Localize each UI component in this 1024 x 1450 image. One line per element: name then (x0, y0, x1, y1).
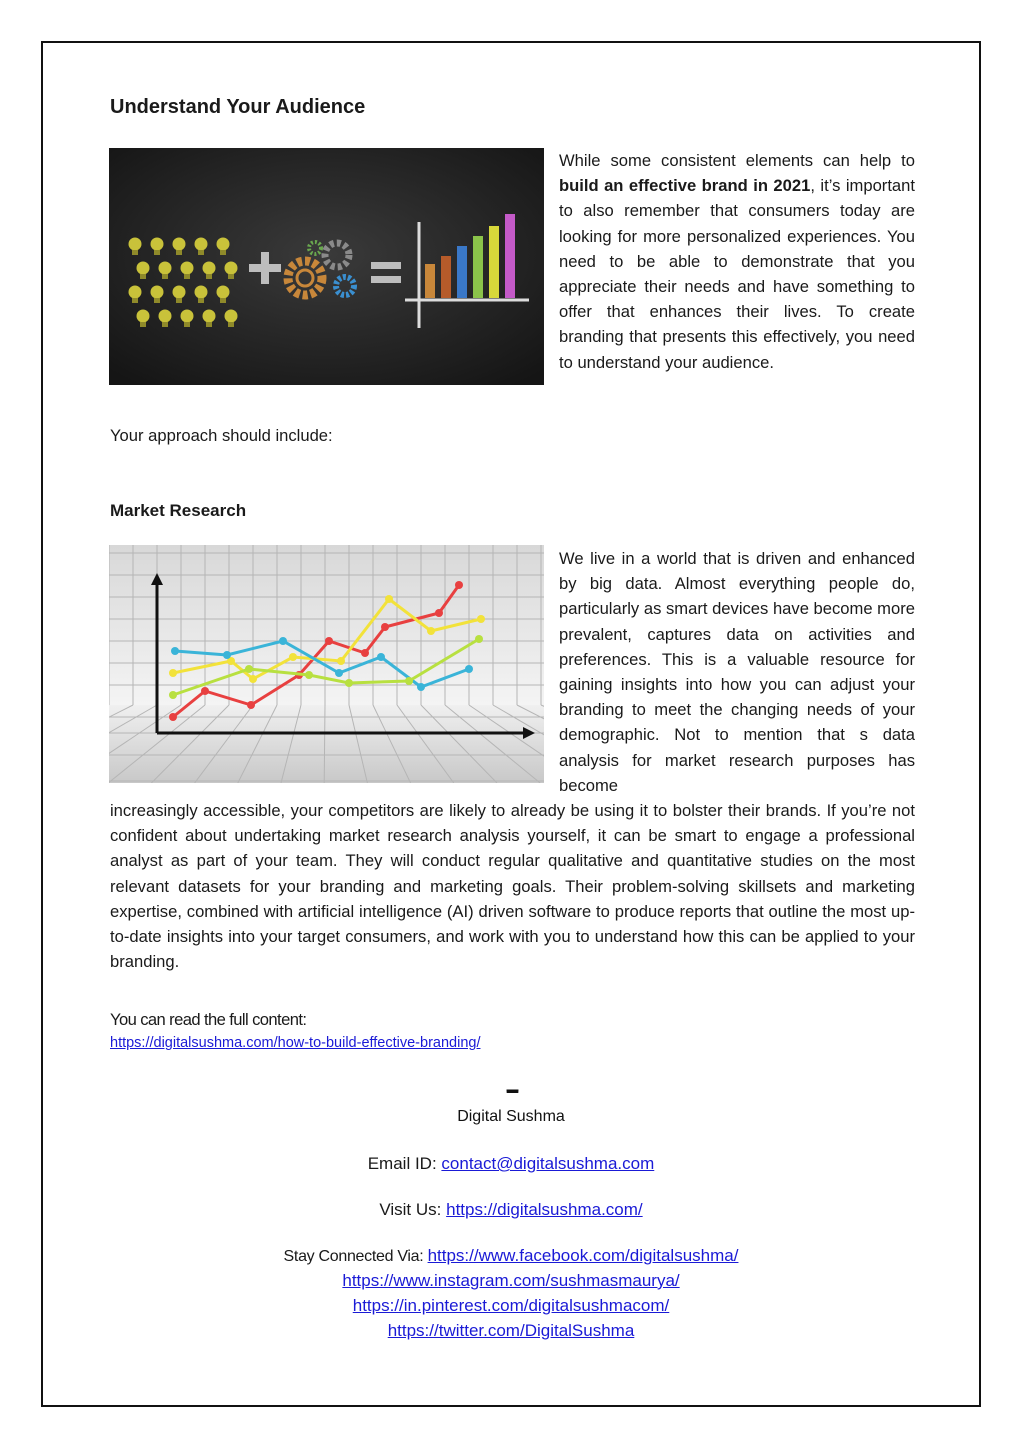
read-full-link[interactable]: https://digitalsushma.com/how-to-build-effective-branding/ (110, 1035, 481, 1051)
chart-point-red (247, 701, 255, 709)
chart-point-blue (335, 669, 343, 677)
chart-point-yellow (249, 675, 257, 683)
chart-point-red (455, 581, 463, 589)
chart-point-blue (465, 665, 473, 673)
twitter-link[interactable]: https://twitter.com/DigitalSushma (387, 1321, 635, 1340)
instagram-line (41, 1271, 981, 1291)
market-research-paragraph-right (559, 546, 915, 798)
lightbulb-base (132, 250, 138, 255)
chart-point-red (325, 637, 333, 645)
chart-point-red (435, 609, 443, 617)
lightbulb-base (206, 322, 212, 327)
lightbulb-base (198, 298, 204, 303)
pinterest-link[interactable]: https://in.pinterest.com/digitalsushmacom/ (352, 1296, 670, 1315)
lightbulb-icon (129, 238, 142, 251)
chart-point-red (169, 713, 177, 721)
lightbulb-base (154, 250, 160, 255)
lightbulb-icon (225, 310, 238, 323)
market-research-paragraph-full (110, 798, 915, 974)
market-research-text-right: We live in a world that is driven and enhanced by big data. Almost everything people do, particularly as smart devices have become more prevalent, captures data on activities and preferences. This is a valuable resource for gaining insights into how you can adjust your branding to meet the changing needs of your demographic. Not to mention that s data analysis for market research purposes has become (559, 549, 915, 795)
lightbulb-icon (137, 310, 150, 323)
website-link[interactable]: https://digitalsushma.com/ (446, 1200, 643, 1219)
email-link[interactable]: contact@digitalsushma.com (441, 1154, 655, 1173)
footer-visit-line (41, 1200, 981, 1220)
lightbulb-base (176, 250, 182, 255)
footer-divider: '''''''''''''''''''''''''''''''' (505, 1086, 517, 1102)
lightbulb-icon (225, 262, 238, 275)
chart-point-yellow (477, 615, 485, 623)
chalkboard-illustration (109, 148, 544, 385)
twitter-line (41, 1321, 981, 1341)
lightbulb-base (176, 298, 182, 303)
email-label: Email ID: (367, 1154, 442, 1173)
lightbulb-icon (181, 262, 194, 275)
visit-label: Visit Us: (379, 1200, 447, 1219)
lightbulb-icon (195, 238, 208, 251)
lightbulb-base (206, 274, 212, 279)
lightbulb-base (154, 298, 160, 303)
chart-point-yellow (289, 653, 297, 661)
chart-point-green (475, 635, 483, 643)
lightbulb-icon (173, 238, 186, 251)
chart-point-green (305, 671, 313, 679)
lightbulb-icon (137, 262, 150, 275)
pinterest-line (41, 1296, 981, 1316)
chart-point-red (361, 649, 369, 657)
facebook-link[interactable]: https://www.facebook.com/digitalsushma/ (427, 1246, 739, 1265)
chart-point-blue (171, 647, 179, 655)
chart-point-yellow (427, 627, 435, 635)
lightbulb-icon (217, 286, 230, 299)
approach-text: Your approach should include: (110, 426, 333, 445)
intro-paragraph (559, 148, 915, 375)
market-research-text-full: increasingly accessible, your competitors are likely to already be using it to bolster their brands. If you’re not confident about undertaking market research analysis yourself, it can be smart to engage a professional analyst as part of your team. They will conduct regular qualitative and quantitative studies on the most relevant datasets for your branding and marketing goals. Their problem-solving skillsets and marketing expertise, combined with artificial intelligence (AI) driven software to produce reports that outline the most up-to-date insights into your target consumers, and work with you to understand how this can be applied to your branding. (110, 801, 915, 972)
lightbulb-icon (217, 238, 230, 251)
read-full-label: You can read the full content: (110, 1010, 307, 1029)
footer-brand: Digital Sushma (457, 1108, 565, 1125)
lightbulb-base (140, 274, 146, 279)
lightbulb-icon (151, 238, 164, 251)
footer-stay-connected-line (41, 1246, 981, 1266)
intro-text-start: While some consistent elements can help to (559, 151, 915, 170)
section-title-market-research: Market Research (110, 501, 247, 520)
instagram-link[interactable]: https://www.instagram.com/sushmasmaurya/ (342, 1271, 680, 1290)
chart-point-blue (223, 651, 231, 659)
lightbulb-base (184, 322, 190, 327)
section-title-understand-audience: Understand Your Audience (110, 96, 366, 118)
stay-connected-label: Stay Connected Via: (283, 1248, 428, 1265)
lightbulb-icon (181, 310, 194, 323)
lightbulb-base (198, 250, 204, 255)
build-effective-brand-link-text: build an effective brand in 2021 (559, 176, 811, 196)
lightbulb-icon (159, 262, 172, 275)
line-chart-illustration (109, 545, 544, 783)
chart-point-red (201, 687, 209, 695)
chart-point-green (345, 679, 353, 687)
lightbulb-base (132, 298, 138, 303)
chart-point-green (169, 691, 177, 699)
chart-point-yellow (385, 595, 393, 603)
chart-point-yellow (337, 657, 345, 665)
lightbulb-icon (195, 286, 208, 299)
chart-point-yellow (169, 669, 177, 677)
lightbulb-base (140, 322, 146, 327)
lightbulb-base (184, 274, 190, 279)
intro-text-end: , it’s important to also remember that consumers today are looking for more personalized experiences. You need to be able to demonstrate that you appreciate their needs and have something to offer that enhances their lives. To create branding that presents this effectively, you need to understand your audience. (559, 176, 916, 372)
lightbulb-base (162, 322, 168, 327)
lightbulb-icon (151, 286, 164, 299)
lightbulb-base (220, 298, 226, 303)
chart-point-blue (377, 653, 385, 661)
lightbulb-base (228, 322, 234, 327)
lightbulb-base (162, 274, 168, 279)
chart-point-blue (417, 683, 425, 691)
chart-point-blue (279, 637, 287, 645)
intro-paragraph-block (559, 148, 915, 375)
footer-email-line (41, 1154, 981, 1174)
lightbulb-base (228, 274, 234, 279)
lightbulb-icon (129, 286, 142, 299)
lightbulb-base (220, 250, 226, 255)
lightbulb-icon (203, 262, 216, 275)
chart-point-green (405, 677, 413, 685)
chart-point-red (381, 623, 389, 631)
lightbulb-icon (173, 286, 186, 299)
lightbulb-icon (203, 310, 216, 323)
chart-point-green (245, 665, 253, 673)
lightbulb-icon (159, 310, 172, 323)
